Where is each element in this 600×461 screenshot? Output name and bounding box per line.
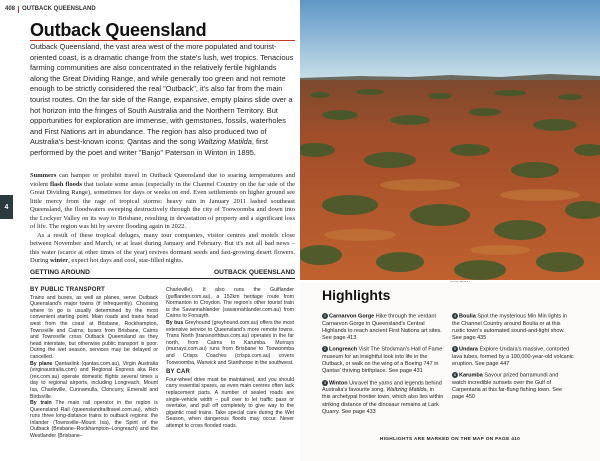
by-bus-paragraph <box>166 320 294 366</box>
right-page <box>300 0 600 461</box>
highlights-column-1 <box>322 313 444 420</box>
highlight-text: Visit The Stockman's Hall of Fame museum for an insightful look into life in the Outback, or walk on the wing of a Boeing 747 in Qantas' thriving birthplace. See page 431 <box>322 346 443 375</box>
number-badge: 2 <box>323 346 327 352</box>
getting-around-section: OUTBACK QUEENSLAND <box>214 269 295 276</box>
transport-column-1 <box>30 287 158 440</box>
by-car-text: Four-wheel drive must be maintained, and you should carry essential spares, as even main centres often lack replacement parts. A number of sealed roads are single-vehicle width – pull over to let traffic pass or overtake, and pull off completely to give way to the gigantic road trains. Take special care during the Wet Season, when dangerous floods may occur. Never attempt to cross flooded roads. <box>166 376 294 429</box>
body-paragraph-1 <box>30 172 295 232</box>
flash-floods-bold: flash floods <box>50 180 82 188</box>
highlight-item <box>452 372 574 401</box>
body-paragraph-2 <box>30 232 295 266</box>
highlight-item <box>322 313 444 342</box>
highlight-text: , in this archetypal frontier town, which also lies within striking distance of the dinosaur remains at Lark Quarry. See page 433 <box>322 387 444 415</box>
highlight-italic: Waltzing Matilda <box>386 387 427 394</box>
by-train-label: By train <box>30 400 52 407</box>
intro-paragraph <box>30 42 295 159</box>
public-transport-heading: BY PUBLIC TRANSPORT <box>30 287 106 293</box>
page-number: 408 <box>5 6 16 12</box>
body-text-run: can hamper or prohibit travel in Outback Queensland due to soaring temperatures and violent <box>30 172 295 188</box>
by-car-heading: BY CAR <box>166 369 191 376</box>
body-text-run: , expect hot days and cool, star-filled nights. <box>68 257 184 264</box>
highlight-name: Undara <box>459 346 478 353</box>
intro-text: Outback Queensland, the vast area west of the more populated and tourist-oriented coast, is a dramatic change from the state's lush, wet tropics. Tenacious farming communities are also concentrated in the relatively fertile highlands along the Great Dividing Range, and while generally too green and not remote enough to be strictly considered the real "Outback", it's also far from the main tourist routes. On the far side of the Range, expansive, empty plains slide over a hot horizon into the fringes of South Australia and the Northern Territory. But opportunities for exploration are immense, with gemstones, fossils, waterholes and First Nations art in abundance. The region has also produced two of Australia's best-known icons: Qantas and the song <box>30 42 294 147</box>
highlights-map-note: HIGHLIGHTS ARE MARKED ON THE MAP ON PAGE 410 <box>379 437 521 442</box>
highlight-item <box>452 313 574 342</box>
highlight-name: Winton <box>329 379 348 386</box>
by-bus-label: By bus <box>166 319 184 326</box>
highlight-text: Unravel the yarns and legends behind Australia's favourite song, <box>322 379 442 394</box>
highlight-name: Carnarvon Gorge <box>329 313 375 320</box>
highlight-item <box>452 346 574 368</box>
body-text-run: that isolate some areas (especially in the Channel Country on the far side of the Great Dividing Range), sometimes for days or weeks on end. Even settlements on higher ground see little mercy from the rage of tropical storms: heavy rain in January 2011 lashed southeast Queensland, the floodwaters sweeping destructively through the city of Toowoomba and down into the Lockyer Valley on its way to Brisbane, resulting in devastation of property and a significant loss of life. The region was hit by severe flooding again in 2022. <box>30 180 295 230</box>
by-plane-paragraph <box>30 361 158 401</box>
running-header <box>5 4 96 14</box>
title-rule <box>30 40 295 41</box>
transport-column-2 <box>166 287 294 440</box>
getting-around-bar <box>30 269 295 279</box>
header-divider <box>18 6 19 13</box>
intro-text-end: , first performed by the poet and writer "Banjo" Paterson in Winton in 1895. <box>30 137 268 157</box>
page-title: Outback Queensland <box>30 20 207 40</box>
highlight-text: Savour prized barramundi and watch incredible sunsets over the Gulf of Carpentaria at this far-flung fishing town. See page 450 <box>452 372 563 401</box>
number-badge: 6 <box>453 372 457 378</box>
by-bus-text: Greyhound (greyhound.com.au) offers the most extensive service to Queensland's more remote towns. Trans North (transnorthbus.com.au) operates in the far north, from Cairns to Karumba. Murrays (murrays.com.au) runs from Brisbane to Toowoomba and Crisps Coaches (crisps.com.au) covers Toowoomba, Warwick and Stanthorpe in the southwest. <box>166 319 294 366</box>
summers-lead: Summers <box>30 172 57 179</box>
number-badge: 1 <box>323 313 327 318</box>
by-train-text: The main rail operator in the region is Queensland Rail (queenslandrailtravel.com.au), which runs three long-distance trains to outback regions: the Inlander (Townsville–Mount Isa), the Spirit of the Outback (Brisbane–Rockhampton–Longreach) and the Westlander (Brisbane– <box>30 400 158 440</box>
number-badge: 3 <box>323 379 327 385</box>
highlights-title: Highlights <box>322 287 391 303</box>
getting-around-columns <box>30 287 295 440</box>
highlights-column-2 <box>452 313 574 406</box>
getting-around-heading: GETTING AROUND <box>30 269 90 276</box>
chapter-tab: 4 <box>0 195 13 219</box>
highlight-item <box>322 346 444 375</box>
by-plane-text: Qantaslink (qantas.com.au), Virgin Australia (virginaustralia.com) and Regional Express aka Rex (rex.com.au) operate domestic flights several times a day to regional airports, including Longreach, Mount Isa, Charleville, Cunnamulla, Cloncurry, Emerald and Birdsville. <box>30 360 159 400</box>
body-text-run: As a result of these tropical deluges, many tour companies, visitor centres and motels close between November and March, or at least during January and February. But it's not all bad news – this water (scarce at other times of the year) revives dormant seeds and fast-growing desert flowers. During <box>30 231 295 264</box>
highlight-name: Longreach <box>329 346 358 353</box>
highlight-text: Explore Undara's massive, contorted lava tubes, formed by a 190,000-year-old volcanic eruption. See page 447 <box>452 346 574 368</box>
landscape-illustration <box>300 0 600 280</box>
body-text <box>30 172 295 266</box>
highlight-text: Spot the mysterious Min Min lights in the Channel Country around Boulia or at this rustic town's automated sound-and-light show. See page 435 <box>452 313 567 342</box>
number-badge: 4 <box>453 313 457 318</box>
highlight-name: Boulia <box>459 313 476 320</box>
winton-landscape-photo <box>300 0 600 280</box>
highlight-item <box>322 380 444 416</box>
winter-bold: winter <box>50 257 69 264</box>
public-transport-text: Trains and buses, as well as planes, serve Outback Queensland's major towns (if infrequently). Choosing where to go is usually determined by the most convenient starting point. Main roads and trains head west from the coast at Brisbane, Rockhampton, Townsville and Cairns; buses from Brisbane, Cairns and Townsville cross Outback Queensland as they head interstate, but otherwise public transport is poor. During the wet season, services may be delayed or cancelled. <box>30 294 158 360</box>
intro-italic-song: Waltzing Matilda <box>197 137 252 147</box>
by-train-paragraph <box>30 400 158 440</box>
running-section: OUTBACK QUEENSLAND <box>22 6 96 12</box>
train-continued-text: Charleville). It also runs the Gulflander (gulflander.com.au), a 152km heritage route from Normanton to Croydon. The region's other tourist train is the Savannahlander (savannahlander.com.au) from Cairns to Forsayth. <box>166 287 294 320</box>
highlight-name: Karumba <box>459 372 483 379</box>
number-badge: 5 <box>453 346 457 352</box>
highlight-text: Hike through the verdant Carnarvon Gorge in Queensland's Central Highlands to reach ancient First Nations art sites. See page 413 <box>322 313 442 342</box>
by-plane-label: By plane <box>30 360 53 367</box>
